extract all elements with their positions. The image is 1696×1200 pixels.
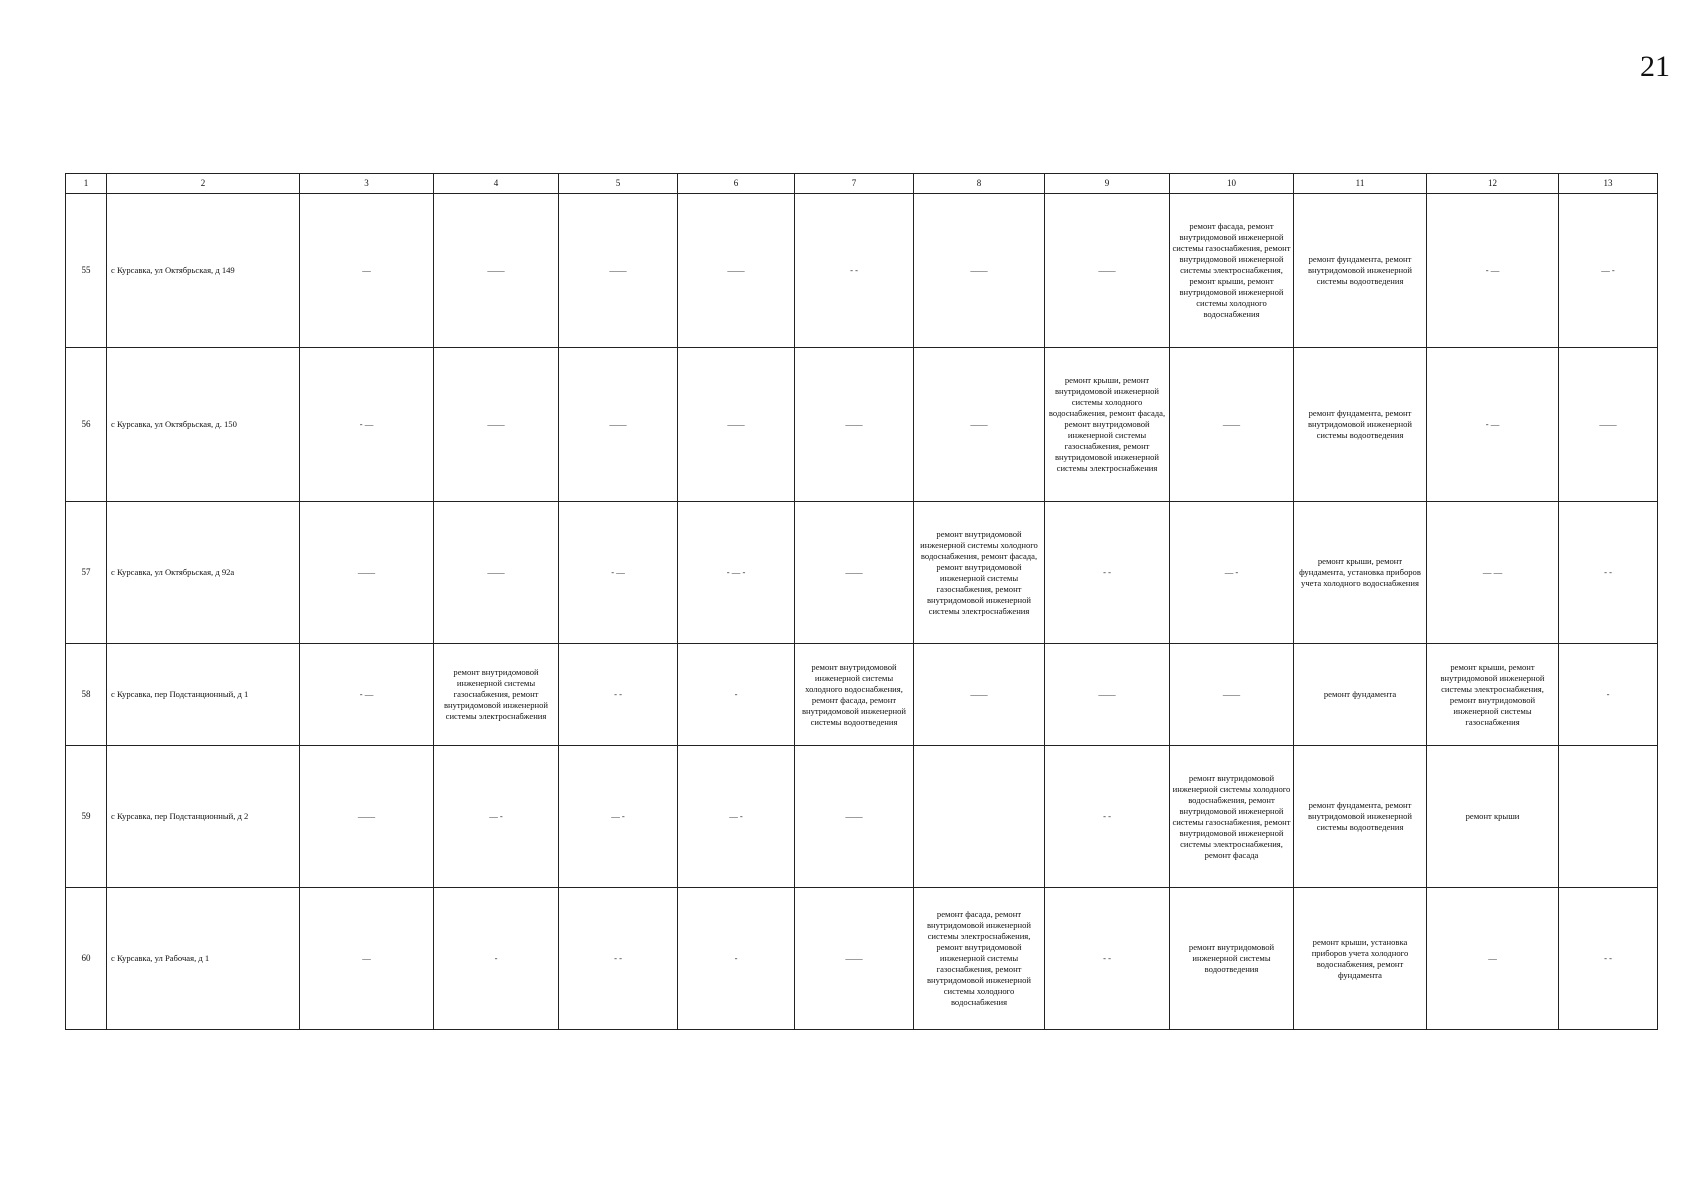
work-cell-col-4: ——: [434, 502, 559, 644]
work-cell-col-10: ремонт фасада, ремонт внутридомовой инженерной системы газоснабжения, ремонт внутридомовой инженерной системы электроснабжения, ремонт крыши, ремонт внутридомовой инженерной системы холодного водоснабжения: [1170, 194, 1294, 348]
work-cell-col-9: ——: [1045, 194, 1170, 348]
work-cell-col-12: — —: [1427, 502, 1559, 644]
work-cell-col-5: ——: [559, 194, 678, 348]
work-cell-col-8: ——: [914, 644, 1045, 746]
work-cell-col-9: - -: [1045, 746, 1170, 888]
column-number-3: 3: [300, 174, 434, 194]
work-cell-col-3: ——: [300, 746, 434, 888]
column-number-8: 8: [914, 174, 1045, 194]
column-number-header-row: [66, 174, 1658, 194]
column-number-9: 9: [1045, 174, 1170, 194]
work-cell-col-9: - -: [1045, 888, 1170, 1030]
work-cell-col-7: ——: [795, 746, 914, 888]
repair-schedule-table: [65, 173, 1658, 1030]
work-cell-col-7: ——: [795, 348, 914, 502]
row-number-cell: 55: [66, 194, 107, 348]
work-cell-col-4: ——: [434, 348, 559, 502]
row-number-cell: 56: [66, 348, 107, 502]
work-cell-col-3: —: [300, 194, 434, 348]
work-cell-col-13: -: [1559, 644, 1658, 746]
column-number-13: 13: [1559, 174, 1658, 194]
work-cell-col-6: - — -: [678, 502, 795, 644]
work-cell-col-4: — -: [434, 746, 559, 888]
work-cell-col-12: - —: [1427, 348, 1559, 502]
column-number-2: 2: [107, 174, 300, 194]
work-cell-col-12: ремонт крыши: [1427, 746, 1559, 888]
work-cell-col-7: - -: [795, 194, 914, 348]
column-number-6: 6: [678, 174, 795, 194]
work-cell-col-11: ремонт крыши, ремонт фундамента, установка приборов учета холодного водоснабжения: [1294, 502, 1427, 644]
work-cell-col-7: ремонт внутридомовой инженерной системы холодного водоснабжения, ремонт фасада, ремонт внутридомовой инженерной системы водоотведения: [795, 644, 914, 746]
work-cell-col-5: — -: [559, 746, 678, 888]
work-cell-col-5: - —: [559, 502, 678, 644]
work-cell-col-13: — -: [1559, 194, 1658, 348]
column-number-7: 7: [795, 174, 914, 194]
work-cell-col-8: ремонт внутридомовой инженерной системы холодного водоснабжения, ремонт фасада, ремонт внутридомовой инженерной системы газоснабжения, ремонт внутридомовой инженерной системы электроснабжения: [914, 502, 1045, 644]
column-number-12: 12: [1427, 174, 1559, 194]
work-cell-col-3: ——: [300, 502, 434, 644]
work-cell-col-6: ——: [678, 348, 795, 502]
table-row: [66, 644, 1658, 746]
address-cell: с Курсавка, ул Октябрьская, д 92а: [107, 502, 300, 644]
work-cell-col-5: - -: [559, 644, 678, 746]
page-number: 21: [1640, 50, 1670, 83]
work-cell-col-6: -: [678, 644, 795, 746]
address-cell: с Курсавка, ул Октябрьская, д 149: [107, 194, 300, 348]
work-cell-col-13: ——: [1559, 348, 1658, 502]
row-number-cell: 58: [66, 644, 107, 746]
address-cell: с Курсавка, ул Октябрьская, д. 150: [107, 348, 300, 502]
work-cell-col-10: ——: [1170, 644, 1294, 746]
work-cell-col-5: ——: [559, 348, 678, 502]
column-number-10: 10: [1170, 174, 1294, 194]
column-number-5: 5: [559, 174, 678, 194]
work-cell-col-3: - —: [300, 348, 434, 502]
work-cell-col-8: ——: [914, 194, 1045, 348]
work-cell-col-13: [1559, 746, 1658, 888]
work-cell-col-6: — -: [678, 746, 795, 888]
work-cell-col-10: ремонт внутридомовой инженерной системы водоотведения: [1170, 888, 1294, 1030]
work-cell-col-4: ——: [434, 194, 559, 348]
work-cell-col-10: — -: [1170, 502, 1294, 644]
work-cell-col-11: ремонт фундамента, ремонт внутридомовой инженерной системы водоотведения: [1294, 746, 1427, 888]
work-cell-col-12: ремонт крыши, ремонт внутридомовой инженерной системы электроснабжения, ремонт внутридомовой инженерной системы газоснабжения: [1427, 644, 1559, 746]
address-cell: с Курсавка, ул Рабочая, д 1: [107, 888, 300, 1030]
table-row: [66, 746, 1658, 888]
work-cell-col-11: ремонт фундамента: [1294, 644, 1427, 746]
work-cell-col-12: - —: [1427, 194, 1559, 348]
work-cell-col-12: —: [1427, 888, 1559, 1030]
work-cell-col-3: —: [300, 888, 434, 1030]
work-cell-col-10: ——: [1170, 348, 1294, 502]
work-cell-col-7: ——: [795, 888, 914, 1030]
work-cell-col-6: -: [678, 888, 795, 1030]
work-cell-col-8: ремонт фасада, ремонт внутридомовой инженерной системы электроснабжения, ремонт внутридомовой инженерной системы газоснабжения, ремонт внутридомовой инженерной системы холодного водоснабжения: [914, 888, 1045, 1030]
column-number-1: 1: [66, 174, 107, 194]
column-number-11: 11: [1294, 174, 1427, 194]
work-cell-col-13: - -: [1559, 502, 1658, 644]
work-cell-col-11: ремонт фундамента, ремонт внутридомовой инженерной системы водоотведения: [1294, 194, 1427, 348]
work-cell-col-8: ——: [914, 348, 1045, 502]
work-cell-col-11: ремонт крыши, установка приборов учета холодного водоснабжения, ремонт фундамента: [1294, 888, 1427, 1030]
table-row: [66, 348, 1658, 502]
work-cell-col-9: - -: [1045, 502, 1170, 644]
table-row: [66, 502, 1658, 644]
work-cell-col-5: - -: [559, 888, 678, 1030]
work-cell-col-7: ——: [795, 502, 914, 644]
work-cell-col-3: - —: [300, 644, 434, 746]
work-cell-col-4: -: [434, 888, 559, 1030]
work-cell-col-4: ремонт внутридомовой инженерной системы газоснабжения, ремонт внутридомовой инженерной системы электроснабжения: [434, 644, 559, 746]
work-cell-col-9: ——: [1045, 644, 1170, 746]
row-number-cell: 60: [66, 888, 107, 1030]
work-cell-col-13: - -: [1559, 888, 1658, 1030]
row-number-cell: 59: [66, 746, 107, 888]
table-row: [66, 194, 1658, 348]
work-cell-col-9: ремонт крыши, ремонт внутридомовой инженерной системы холодного водоснабжения, ремонт фасада, ремонт внутридомовой инженерной системы газоснабжения, ремонт внутридомовой инженерной системы электроснабжения: [1045, 348, 1170, 502]
column-number-4: 4: [434, 174, 559, 194]
work-cell-col-8: [914, 746, 1045, 888]
address-cell: с Курсавка, пер Подстанционный, д 1: [107, 644, 300, 746]
work-cell-col-10: ремонт внутридомовой инженерной системы холодного водоснабжения, ремонт внутридомовой инженерной системы газоснабжения, ремонт внутридомовой инженерной системы электроснабжения, ремонт фасада: [1170, 746, 1294, 888]
table-row: [66, 888, 1658, 1030]
address-cell: с Курсавка, пер Подстанционный, д 2: [107, 746, 300, 888]
work-cell-col-6: ——: [678, 194, 795, 348]
row-number-cell: 57: [66, 502, 107, 644]
work-cell-col-11: ремонт фундамента, ремонт внутридомовой инженерной системы водоотведения: [1294, 348, 1427, 502]
